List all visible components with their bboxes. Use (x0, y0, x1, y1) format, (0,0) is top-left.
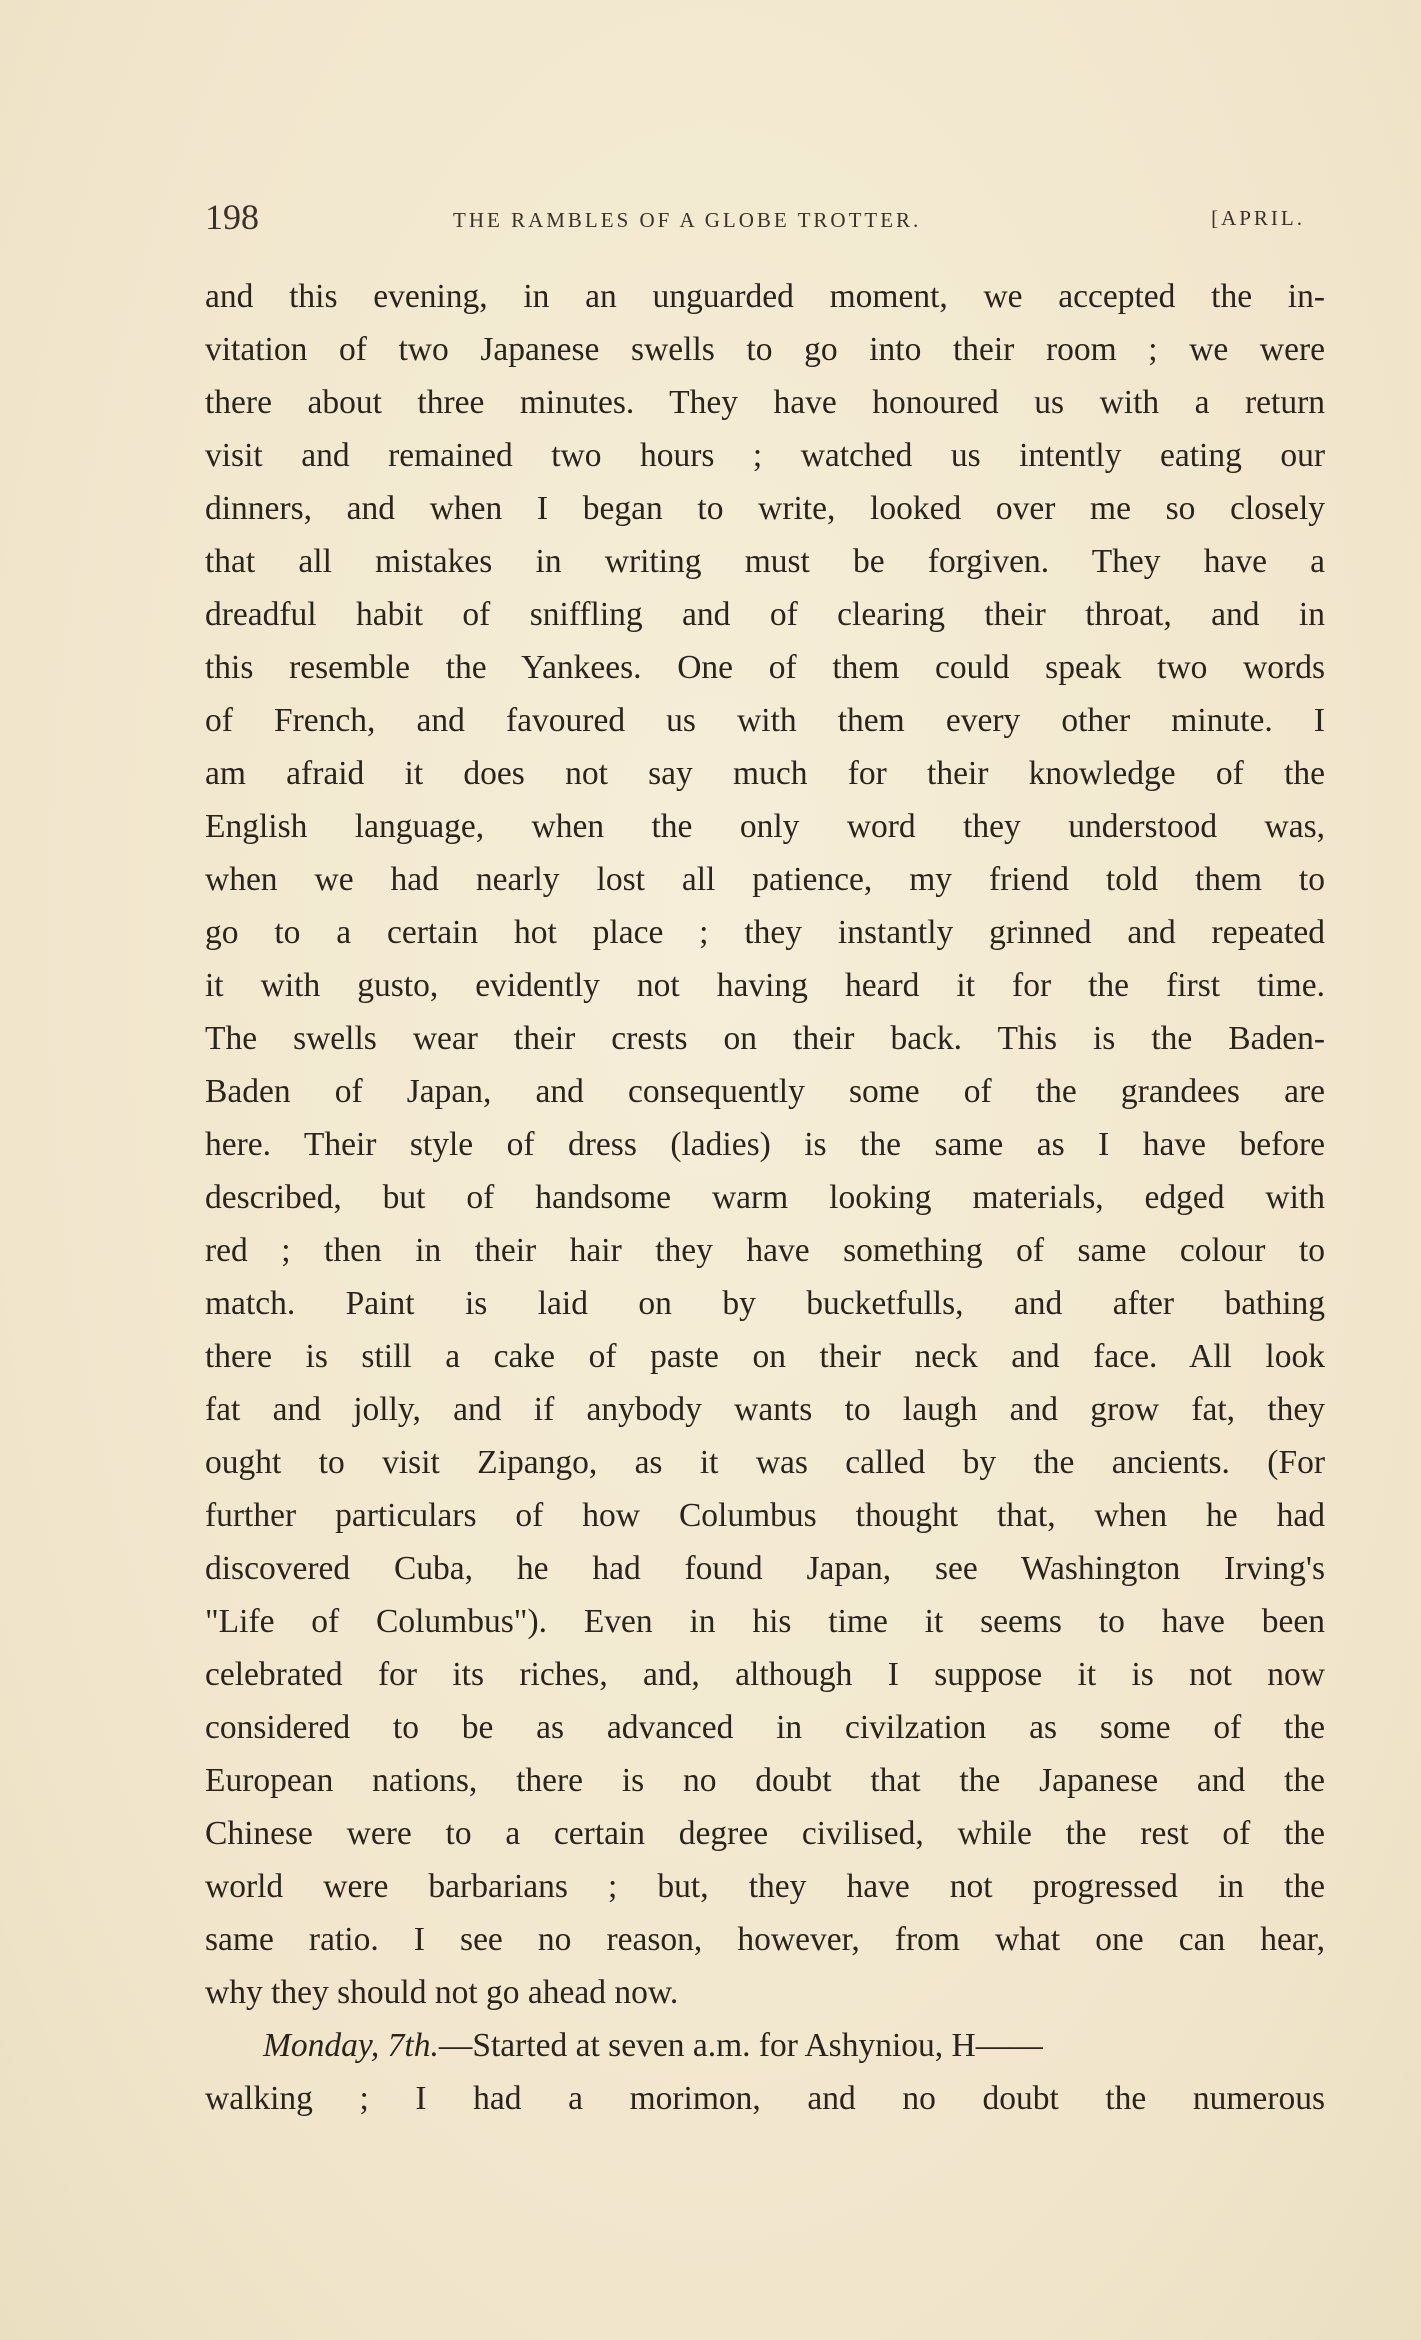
running-title: THE RAMBLES OF A GLOBE TROTTER. (453, 208, 922, 232)
entry-date: Monday, 7th. (263, 2027, 439, 2064)
text-line: that all mistakes in writing must be forgiven. They have a (205, 543, 1325, 580)
text-line: vitation of two Japanese swells to go into their room ; we were (205, 331, 1325, 368)
page-number: 198 (205, 197, 259, 237)
running-head (205, 196, 1305, 246)
text-line: European nations, there is no doubt that the Japanese and the (205, 1762, 1325, 1799)
text-line: ought to visit Zipango, as it was called by the ancients. (For (205, 1444, 1325, 1481)
text-line: this resemble the Yankees. One of them could speak two words (205, 649, 1325, 686)
text-line: dreadful habit of sniffling and of clearing their throat, and in (205, 596, 1325, 633)
text-line: further particulars of how Columbus thought that, when he had (205, 1497, 1325, 1534)
entry-text: —Started at seven a.m. for Ashyniou, H—— (438, 2027, 1043, 2064)
text-line: and this evening, in an unguarded moment, we accepted the in- (205, 278, 1325, 315)
text-line: visit and remained two hours ; watched us intently eating our (205, 437, 1325, 474)
text-line: dinners, and when I began to write, looked over me so closely (205, 490, 1325, 527)
text-line: walking ; I had a morimon, and no doubt the numerous (205, 2080, 1325, 2117)
text-line: of French, and favoured us with them every other minute. I (205, 702, 1325, 739)
text-line: world were barbarians ; but, they have not progressed in the (205, 1868, 1325, 1905)
text-line: English language, when the only word they understood was, (205, 808, 1325, 845)
text-line: there is still a cake of paste on their neck and face. All look (205, 1338, 1325, 1375)
text-line: it with gusto, evidently not having heard it for the first time. (205, 967, 1325, 1004)
text-line: celebrated for its riches, and, although I suppose it is not now (205, 1656, 1325, 1693)
text-line: fat and jolly, and if anybody wants to laugh and grow fat, they (205, 1391, 1325, 1428)
text-line: Baden of Japan, and consequently some of the grandees are (205, 1073, 1325, 1110)
diary-entry-line (205, 2019, 1325, 2072)
text-line: match. Paint is laid on by bucketfulls, and after bathing (205, 1285, 1325, 1322)
text-line: The swells wear their crests on their back. This is the Baden- (205, 1020, 1325, 1057)
text-line: same ratio. I see no reason, however, from what one can hear, (205, 1921, 1325, 1958)
running-month: [APRIL. (1211, 206, 1305, 230)
text-line: go to a certain hot place ; they instantly grinned and repeated (205, 914, 1325, 951)
text-line: when we had nearly lost all patience, my friend told them to (205, 861, 1325, 898)
text-line: Chinese were to a certain degree civilised, while the rest of the (205, 1815, 1325, 1852)
text-line: discovered Cuba, he had found Japan, see Washington Irving's (205, 1550, 1325, 1587)
paragraph-last-line: why they should not go ahead now. (205, 1974, 679, 2011)
text-line: red ; then in their hair they have something of same colour to (205, 1232, 1325, 1269)
text-line: described, but of handsome warm looking materials, edged with (205, 1179, 1325, 1216)
text-line: am afraid it does not say much for their knowledge of the (205, 755, 1325, 792)
body-text (205, 270, 1325, 2125)
text-line: considered to be as advanced in civilzation as some of the (205, 1709, 1325, 1746)
text-line: "Life of Columbus"). Even in his time it seems to have been (205, 1603, 1325, 1640)
text-line: there about three minutes. They have honoured us with a return (205, 384, 1325, 421)
text-line: here. Their style of dress (ladies) is the same as I have before (205, 1126, 1325, 1163)
